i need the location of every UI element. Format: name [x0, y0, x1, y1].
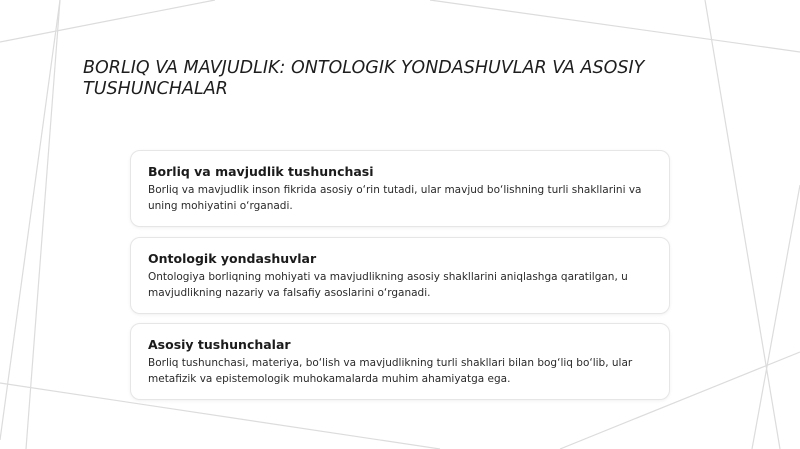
card-text: Borliq tushunchasi, materiya, bo‘lish va mavjudlikning turli shakllari bilan bog‘liq bo‘lib, ular metafizik va epistemologik muhokamalarda muhim ahamiyatga ega.: [148, 357, 633, 385]
card-heading: Borliq va mavjudlik tushunchasi: [148, 164, 374, 179]
bg-line: [752, 185, 800, 449]
page-title: BORLIQ VA MAVJUDLIK: ONTOLOGIK YONDASHUVLAR VA ASOSIY TUSHUNCHALAR: [83, 58, 645, 99]
info-card: [130, 323, 670, 400]
card-heading: Asosiy tushunchalar: [148, 337, 291, 352]
bg-line: [430, 0, 800, 52]
info-card: [130, 237, 670, 314]
bg-line: [0, 0, 60, 440]
bg-line: [0, 0, 215, 42]
card-heading: Ontologik yondashuvlar: [148, 251, 317, 266]
card-text: Borliq va mavjudlik inson fikrida asosiy o‘rin tutadi, ular mavjud bo‘lishning turli shakllarini va uning mohiyatini o‘rganadi.: [148, 184, 642, 212]
info-card: [130, 150, 670, 227]
bg-line: [26, 0, 60, 449]
card-text: Ontologiya borliqning mohiyati va mavjudlikning asosiy shakllarini aniqlashga qaratilgan, u mavjudlikning nazariy va falsafiy asoslarini o‘rganadi.: [148, 271, 628, 299]
